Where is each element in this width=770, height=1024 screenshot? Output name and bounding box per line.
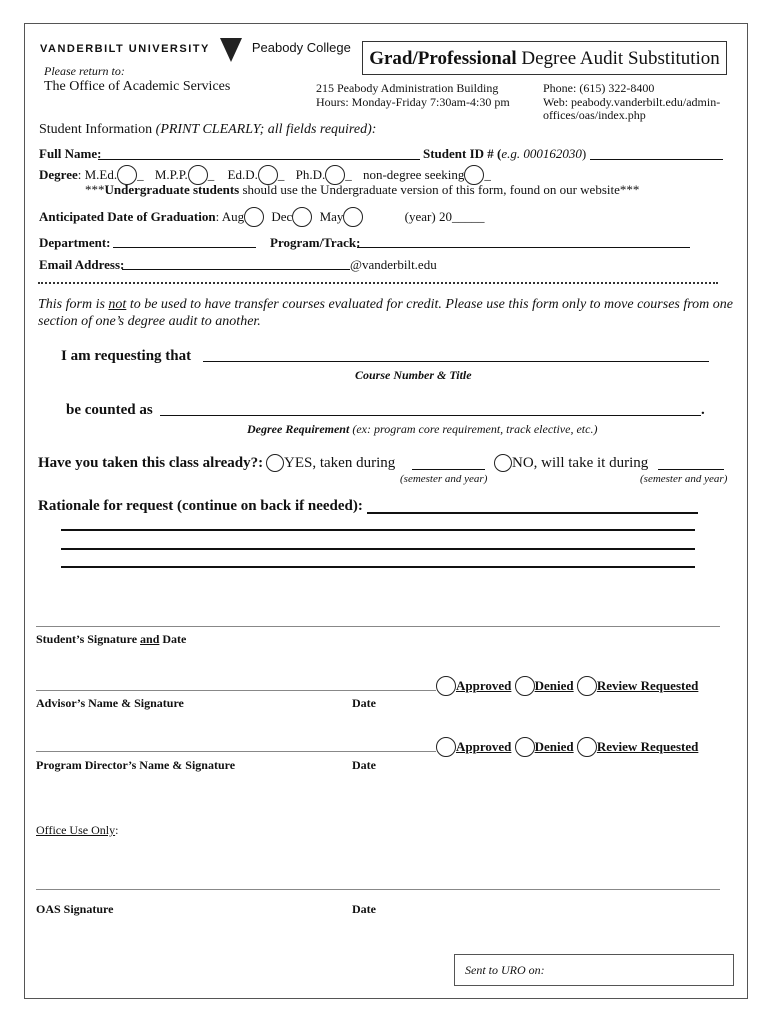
grad-dec-label: Dec — [271, 209, 293, 224]
office-phone: Phone: (615) 322-8400 — [543, 81, 655, 95]
notice-part2: to be used to have transfer courses evaluated for credit. Please use this form only to move courses from one — [126, 297, 734, 312]
graduation-row: Anticipated Date of Graduation: Aug Dec May (year) 20_____ — [39, 207, 484, 227]
notice-not: not — [108, 297, 127, 312]
advisor-approved-radio[interactable] — [436, 676, 456, 696]
advisor-denied-radio[interactable] — [515, 676, 535, 696]
grad-may-label: May — [319, 209, 344, 224]
degree-nondegree-label: non-degree seeking — [362, 167, 465, 182]
student-signature-line[interactable] — [36, 626, 720, 627]
degree-mpp-label: M.P.P. — [154, 167, 188, 182]
department-label: Department: — [39, 235, 111, 250]
no-semester-field[interactable] — [658, 469, 724, 470]
rationale-field-1[interactable] — [367, 512, 698, 514]
department-field[interactable] — [113, 247, 256, 248]
email-domain: @vanderbilt.edu — [350, 257, 437, 272]
return-label: Please return to: — [44, 64, 125, 78]
advisor-review-radio[interactable] — [577, 676, 597, 696]
advisor-decision — [436, 676, 698, 696]
student-info-note: (PRINT CLEARLY; all fields required): — [155, 122, 377, 137]
student-sig-date: Date — [159, 632, 187, 646]
student-info-label: Student Information — [39, 122, 156, 137]
full-name-field[interactable] — [98, 159, 420, 160]
yes-radio[interactable] — [266, 454, 284, 472]
degree-edd-label: Ed.D. — [227, 167, 258, 182]
degree-phd-label: Ph.D. — [295, 167, 326, 182]
office-web-cont: offices/oas/index.php — [543, 108, 646, 122]
director-approved-radio[interactable] — [436, 737, 456, 757]
taken-question: Have you taken this class already?: — [38, 455, 264, 471]
office-use-label — [36, 823, 118, 838]
rationale-field-4[interactable] — [61, 566, 695, 568]
advisor-label: Advisor’s Name & Signature — [36, 696, 184, 710]
advisor-approved-label: Approved — [456, 678, 512, 693]
student-id-text: Student ID # ( — [423, 146, 502, 161]
requirement-caption — [247, 422, 597, 437]
yes-label: YES, taken during — [284, 455, 396, 471]
director-denied-radio[interactable] — [515, 737, 535, 757]
title-rest: Degree Audit Substitution — [516, 48, 720, 69]
student-sig-and: and — [140, 632, 160, 646]
notice-line1 — [38, 297, 733, 313]
counted-as-label: be counted as — [66, 402, 153, 418]
advisor-date-label: Date — [352, 696, 376, 710]
director-review-label: Review Requested — [596, 739, 699, 754]
office-address: 215 Peabody Administration Building — [316, 81, 499, 95]
form-title — [362, 41, 727, 75]
no-option — [494, 454, 648, 472]
director-date-label: Date — [352, 758, 376, 772]
undergrad-notice — [85, 182, 639, 198]
vanderbilt-v-icon — [220, 38, 242, 62]
rationale-field-2[interactable] — [61, 529, 695, 531]
course-field[interactable] — [203, 361, 709, 362]
sent-to-uro-label: Sent to URO on: — [465, 963, 545, 977]
student-id-field[interactable] — [590, 159, 723, 160]
section-divider — [38, 282, 718, 284]
yes-semester-field[interactable] — [412, 469, 485, 470]
title-bold: Grad/Professional — [369, 48, 517, 69]
notice-part1: This form is — [38, 297, 109, 312]
undergrad-bold: Undergraduate students — [104, 182, 240, 197]
office-hours: Hours: Monday-Friday 7:30am-4:30 pm — [316, 95, 510, 109]
office-web: Web: peabody.vanderbilt.edu/admin- — [543, 95, 721, 109]
notice-line2: section of one’s degree audit to another. — [38, 314, 261, 329]
requirement-field[interactable] — [160, 415, 701, 416]
director-decision — [436, 737, 698, 757]
rationale-field-3[interactable] — [61, 548, 695, 550]
email-field[interactable] — [122, 269, 350, 270]
grad-aug-radio[interactable] — [244, 207, 264, 227]
student-info-heading — [39, 122, 376, 138]
student-id-label — [423, 146, 586, 162]
grad-date-label: Anticipated Date of Graduation — [39, 209, 216, 224]
grad-dec-radio[interactable] — [292, 207, 312, 227]
full-name-label: Full Name: — [39, 146, 102, 161]
no-radio[interactable] — [494, 454, 512, 472]
no-label: NO, will take it during — [512, 455, 649, 471]
director-signature-line[interactable] — [36, 751, 436, 752]
yes-semester-caption: (semester and year) — [400, 473, 488, 485]
oas-signature-line[interactable] — [36, 889, 720, 890]
advisor-signature-line[interactable] — [36, 690, 436, 691]
requesting-label: I am requesting that — [61, 348, 192, 364]
sent-to-uro-box[interactable] — [454, 954, 734, 986]
logo — [40, 38, 351, 62]
undergrad-rest: should use the Undergraduate version of this form, found on our website*** — [239, 182, 640, 197]
no-semester-caption: (semester and year) — [640, 473, 728, 485]
grad-may-radio[interactable] — [343, 207, 363, 227]
student-id-end: ) — [581, 146, 587, 161]
college-name: Peabody College — [251, 40, 351, 55]
director-denied-label: Denied — [534, 739, 574, 754]
degree-label: Degree — [39, 167, 78, 182]
program-label: Program/Track: — [270, 235, 361, 250]
student-id-example: e.g. 000162030 — [501, 146, 582, 161]
student-signature-label — [36, 632, 186, 647]
email-label: Email Address: — [39, 257, 125, 272]
requirement-caption-bold: Degree Requirement — [247, 422, 350, 436]
office-use-text: Office Use Only — [36, 823, 116, 837]
oas-date-label: Date — [352, 902, 376, 916]
course-caption: Course Number & Title — [355, 368, 472, 382]
degree-row: Degree: M.Ed. _ M.P.P. _ Ed.D. _ Ph.D. _ non-degree seeking _ — [39, 165, 491, 185]
director-label: Program Director’s Name & Signature — [36, 758, 236, 772]
student-sig-text: Student’s Signature — [36, 632, 141, 646]
oas-signature-label: OAS Signature — [36, 902, 114, 916]
university-name: VANDERBILT UNIVERSITY — [40, 43, 210, 55]
advisor-denied-label: Denied — [534, 678, 574, 693]
office-use-colon: : — [115, 823, 119, 837]
program-field[interactable] — [357, 247, 690, 248]
director-approved-label: Approved — [456, 739, 512, 754]
degree-med-label: M.Ed. — [84, 167, 118, 182]
director-review-radio[interactable] — [577, 737, 597, 757]
grad-aug-label: Aug — [221, 209, 245, 224]
period-mark: . — [701, 402, 705, 418]
undergrad-prefix: *** — [85, 182, 105, 197]
advisor-review-label: Review Requested — [596, 678, 699, 693]
grad-year-field[interactable]: (year) 20_____ — [404, 209, 485, 224]
office-name: The Office of Academic Services — [44, 79, 231, 94]
requirement-caption-rest: (ex: program core requirement, track elective, etc.) — [349, 422, 598, 436]
yes-option — [266, 454, 395, 472]
rationale-label: Rationale for request (continue on back if needed): — [38, 498, 363, 514]
